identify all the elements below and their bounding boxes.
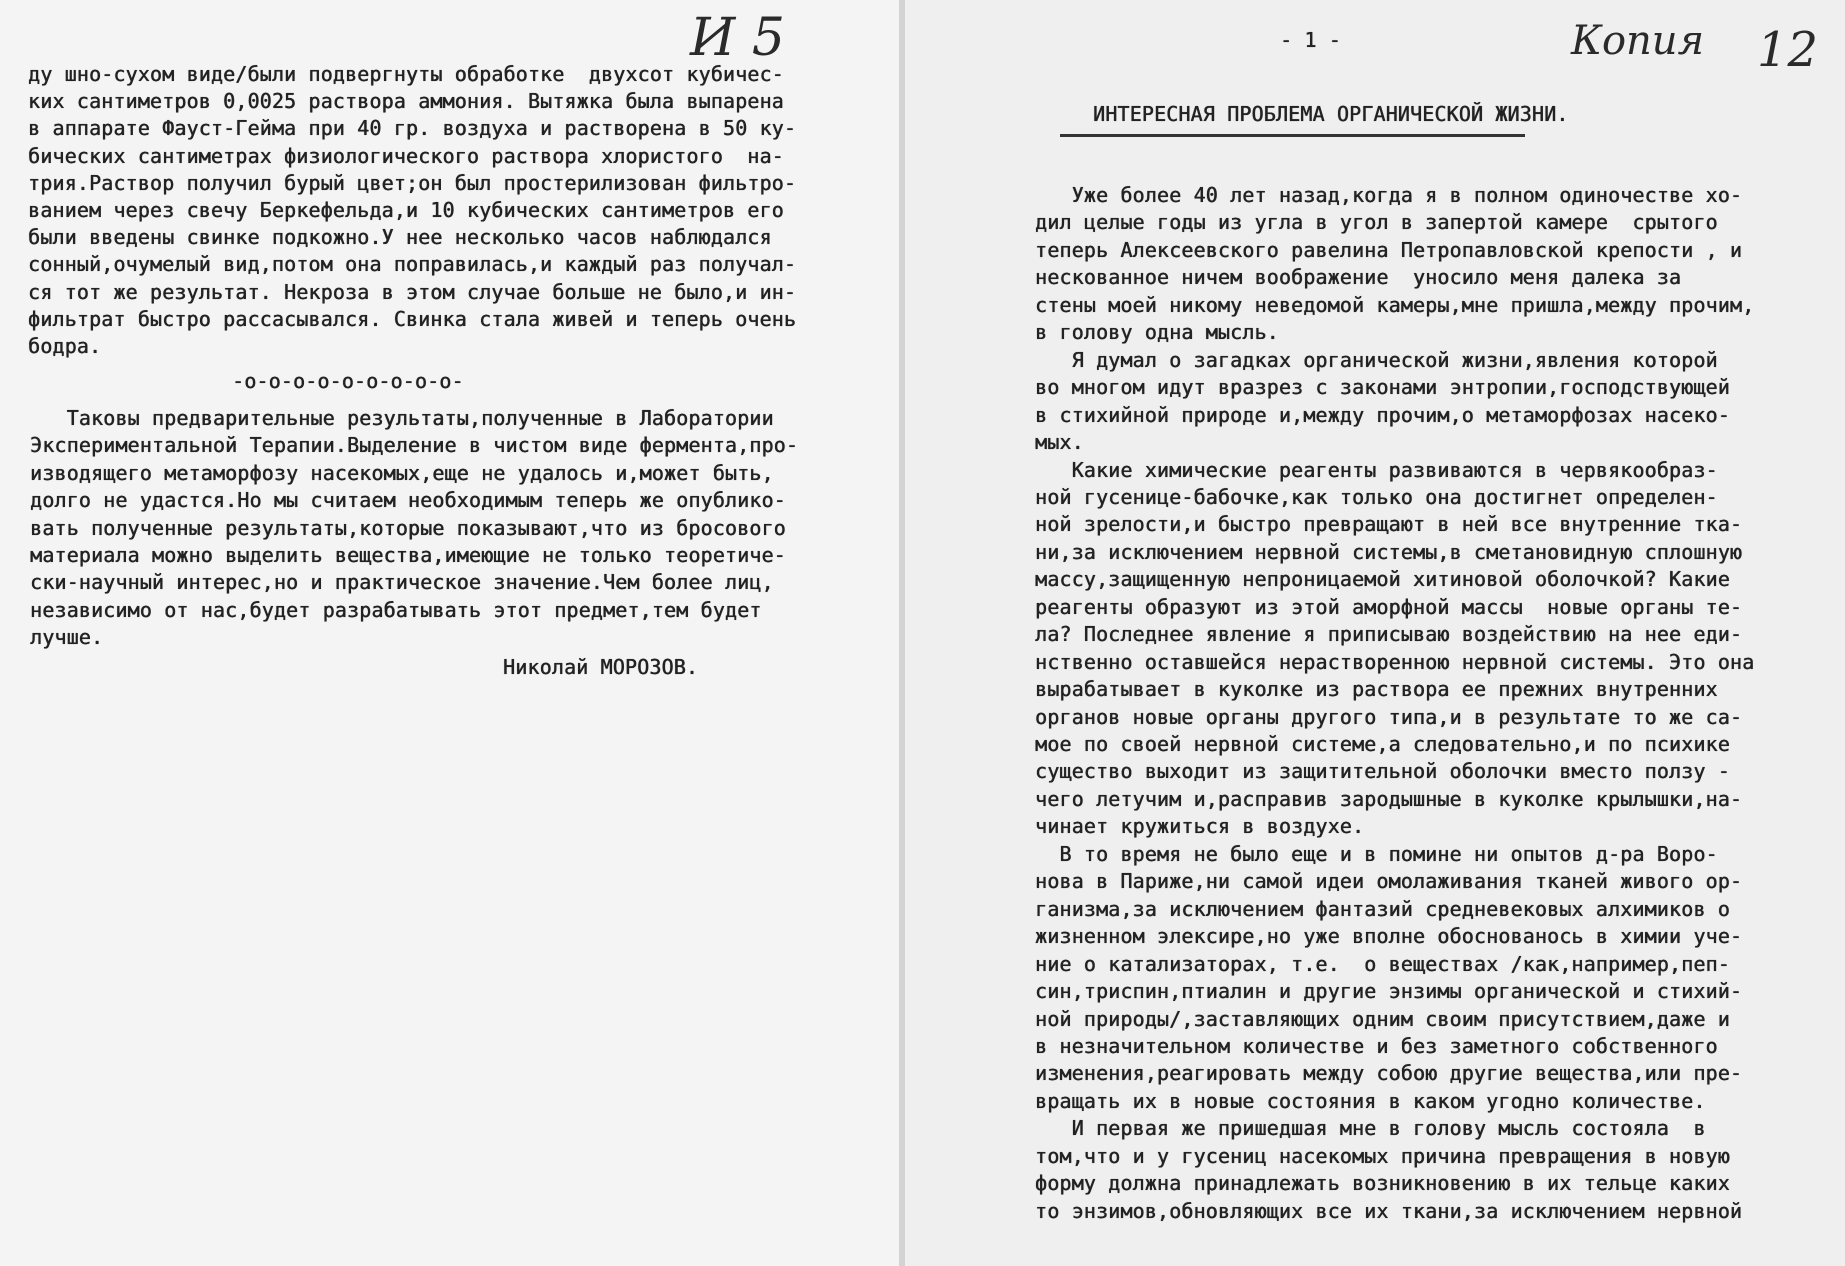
- text-line: материала можно выделить вещества,имеющие не только теоретиче-: [30, 543, 786, 567]
- text-line: реагенты образуют из этой аморфной массы новые органы те-: [1035, 594, 1743, 619]
- text-line: ной природы/,заставляющих одним своим присутствием,даже и: [1035, 1006, 1730, 1031]
- right-page: [905, 0, 1845, 1266]
- text-line: в незначительном количестве и без заметного собственного: [1035, 1033, 1718, 1058]
- text-line: во многом идут вразрез с законами энтропии,господствующей: [1035, 375, 1730, 400]
- text-line: ной гусенице-бабочке,как только она достигнет определен-: [1035, 484, 1718, 509]
- text-line: ванием через свечу Беркефельда,и 10 кубических сантиметров его: [28, 198, 784, 222]
- text-line: ние о катализаторах, т.е. о веществах /как,например,пеп-: [1035, 951, 1730, 976]
- page-number: - 1 -: [1280, 28, 1341, 52]
- text-line: форму должна принадлежать возникновению в их тельце каких: [1035, 1171, 1730, 1196]
- text-line: в аппарате Фауст-Гейма при 40 гр. воздуха и растворена в 50 ку-: [28, 116, 797, 141]
- text-line: ганизма,за исключением фантазий средневековых алхимиков о: [1035, 896, 1730, 921]
- text-line: бических сантиметрах физиологического раствора хлористого на-: [28, 143, 784, 168]
- text-line: вать полученные результаты,которые показывают,что из бросового: [30, 515, 786, 540]
- text-line: Таковы предварительные результаты,полученные в Лаборатории: [30, 406, 774, 430]
- text-line: сонный,очумелый вид,потом она поправилась,и каждый раз получал-: [28, 252, 797, 277]
- text-line: Уже более 40 лет назад,когда я в полном одиночестве хо-: [1035, 183, 1743, 207]
- text-line: И первая же пришедшая мне в голову мысль состояла в: [1035, 1116, 1706, 1141]
- text-line: органов новые органы другого типа,и в результате то же са-: [1035, 704, 1743, 729]
- text-line: в голову одна мысль.: [1035, 320, 1279, 345]
- text-line: фильтрат быстро рассасывался. Свинка стала живей и теперь очень: [28, 306, 797, 331]
- text-line: долго не удастся.Но мы считаем необходимым теперь же опублико-: [30, 488, 786, 513]
- text-line: существо выходит из защитительной оболочки вместо ползу -: [1035, 759, 1730, 784]
- text-line: ду шно-сухом виде/были подвергнуты обработке двухсот кубичес-: [28, 62, 784, 86]
- text-line: В то время не было еще и в помине ни опытов д-ра Воро-: [1035, 841, 1718, 866]
- author-signature: Николай МОРОЗОВ.: [503, 655, 699, 679]
- text-line: чего летучим и,расправив зародышные в куколке крылышки,на-: [1035, 786, 1743, 811]
- text-line: в стихийной природе и,между прочим,о метаморфозах насеко-: [1035, 402, 1730, 427]
- text-line: ся тот же результат. Некроза в этом случае больше не было,и ин-: [28, 279, 797, 304]
- text-line: ких сантиметров 0,0025 раствора аммония. Вытяжка была выпарена: [28, 89, 784, 114]
- text-line: то энзимов,обновляющих все их ткани,за исключением нервной: [1035, 1198, 1743, 1223]
- text-line: Я думал о загадках органической жизни,явления которой: [1035, 347, 1718, 372]
- text-line: изводящего метаморфозу насекомых,еще не удалось и,может быть,: [30, 460, 774, 485]
- text-line: вырабатывает в куколке из раствора ее прежних внутренних: [1035, 677, 1718, 702]
- text-line: дил целые годы из угла в угол в запертой камере срытого: [1035, 210, 1718, 235]
- text-line: изменения,реагировать между собою другие вещества,или пре-: [1035, 1061, 1743, 1086]
- text-line: ни,за исключением нервной системы,в сметановидную сплошную: [1035, 539, 1743, 564]
- text-line: син,триспин,птиалин и другие энзимы органической и стихий-: [1035, 979, 1743, 1004]
- text-line: были введены свинке подкожно.У нее несколько часов наблюдался: [28, 225, 772, 250]
- left-page: [0, 0, 900, 1266]
- article-title: ИНТЕРЕСНАЯ ПРОБЛЕМА ОРГАНИЧЕСКОЙ ЖИЗНИ.: [1093, 102, 1569, 126]
- text-line: мое по своей нервной системе,а следовательно,и по психике: [1035, 732, 1730, 756]
- text-line: ла? Последнее явление я приписываю воздействию на нее еди-: [1035, 622, 1743, 647]
- text-line: том,что и у гусениц насекомых причина превращения в новую: [1035, 1143, 1730, 1168]
- text-line: теперь Алексеевского равелина Петропавловской крепости , и: [1035, 237, 1743, 262]
- text-line: Какие химические реагенты развиваются в червякообраз-: [1035, 457, 1718, 482]
- text-line: нескованное ничем воображение уносило меня далека за: [1035, 265, 1682, 290]
- text-line: ски-научный интерес,но и практическое значение.Чем более лиц,: [30, 570, 774, 595]
- text-line: Экспериментальной Терапии.Выделение в чистом виде фермента,про-: [30, 433, 799, 458]
- text-line: трия.Раствор получил бурый цвет;он был простерилизован фильтро-: [28, 170, 797, 195]
- text-line: стены моей никому неведомой камеры,мне пришла,между прочим,: [1035, 292, 1755, 317]
- text-line: мых.: [1035, 430, 1084, 455]
- text-line: вращать их в новые состояния в каком угодно количестве.: [1035, 1088, 1706, 1113]
- sheet-number: 12: [1757, 22, 1819, 78]
- text-line: лучше.: [30, 625, 104, 650]
- text-line: жизненном элексире,но уже вполне обоснованось в химии уче-: [1035, 924, 1743, 949]
- text-line: массу,защищенную непроницаемой хитиновой оболочкой? Какие: [1035, 567, 1730, 592]
- title-underline: [1060, 134, 1525, 137]
- text-line: нова в Париже,ни самой идеи омолаживания тканей живого ор-: [1035, 869, 1743, 894]
- text-line: ной зрелости,и быстро превращают в ней все внутренние тка-: [1035, 512, 1743, 537]
- section-divider: -о-о-о-о-о-о-о-о-о-: [232, 369, 464, 393]
- text-line: нственно оставшейся нерастворенною нервной системы. Это она: [1035, 649, 1755, 674]
- copy-mark: Копия: [1571, 18, 1705, 64]
- text-line: чинает кружиться в воздухе.: [1035, 814, 1365, 839]
- text-line: бодра.: [28, 334, 102, 358]
- handwritten-archive-mark: И 5: [690, 8, 785, 68]
- text-line: независимо от нас,будет разрабатывать этот предмет,тем будет: [30, 597, 762, 622]
